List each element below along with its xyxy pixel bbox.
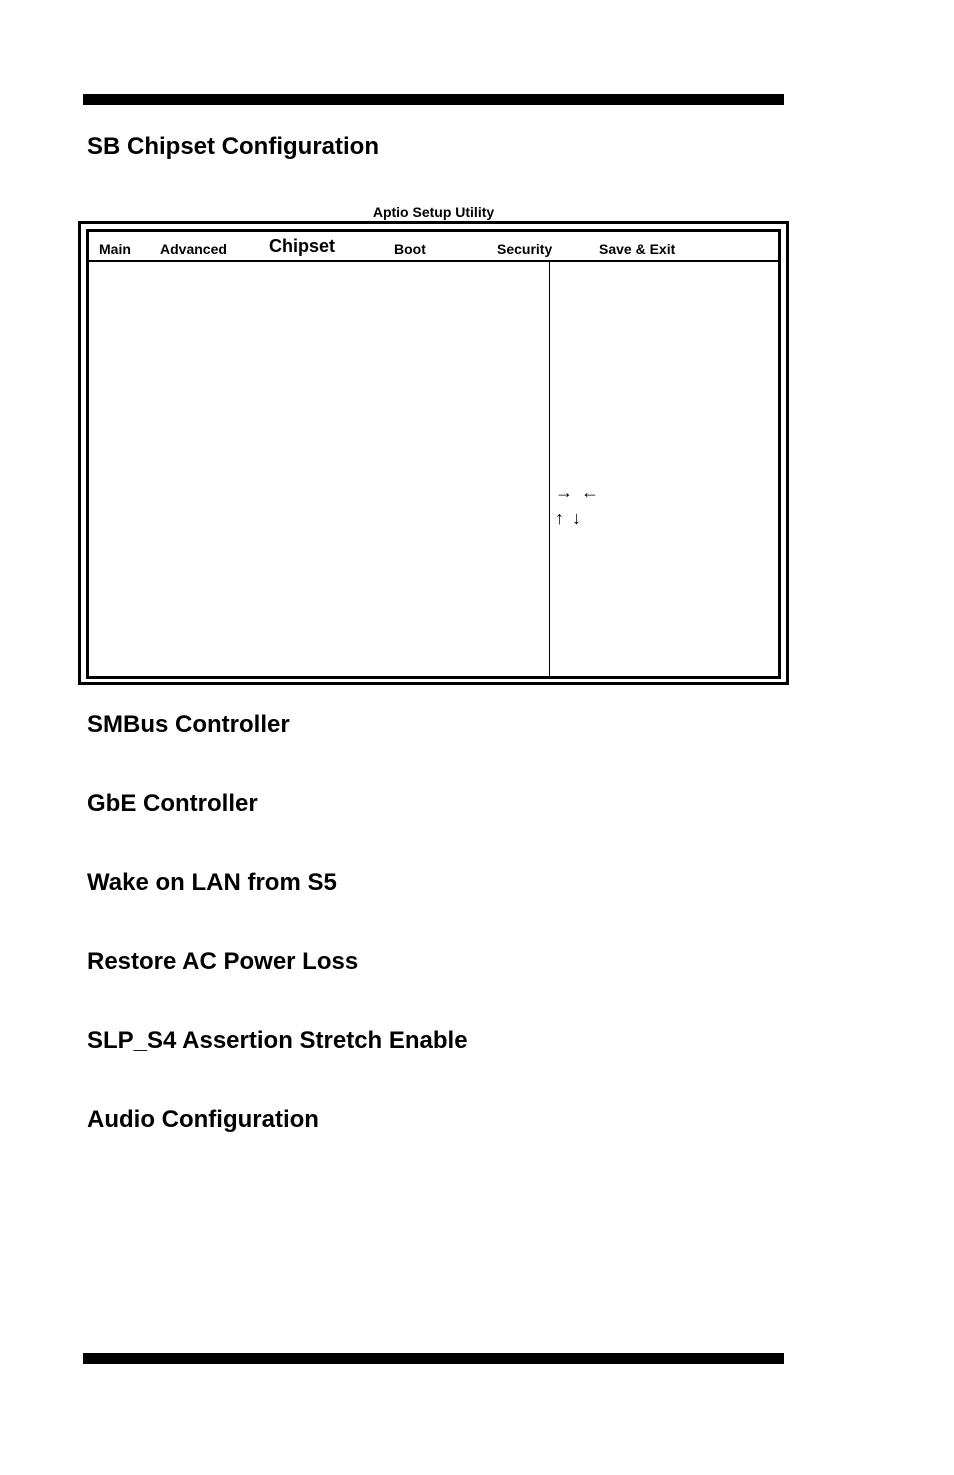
- bios-menubar: [89, 232, 778, 262]
- option-heading-slp-s4-stretch: SLP_S4 Assertion Stretch Enable: [87, 1027, 468, 1054]
- tab-save-exit[interactable]: Save & Exit: [599, 241, 676, 257]
- bios-caption: Aptio Setup Utility: [372, 204, 495, 220]
- bios-screen-frame: [78, 221, 789, 685]
- bios-screen: [86, 229, 781, 679]
- option-heading-audio-configuration: Audio Configuration: [87, 1106, 319, 1133]
- option-heading-restore-ac-power-loss: Restore AC Power Loss: [87, 948, 359, 975]
- tab-boot[interactable]: Boot: [394, 241, 426, 257]
- page-title: SB Chipset Configuration: [87, 133, 379, 160]
- down-arrow-icon: ↓: [572, 508, 581, 528]
- right-arrow-icon: →: [555, 482, 573, 502]
- option-heading-smbus-controller: SMBus Controller: [87, 711, 290, 738]
- tab-advanced[interactable]: Advanced: [160, 241, 227, 257]
- tab-chipset[interactable]: Chipset: [269, 236, 336, 256]
- bottom-rule: [83, 1353, 784, 1364]
- navigation-keys-legend: [555, 479, 599, 531]
- help-panel-divider: [549, 262, 550, 676]
- tab-main[interactable]: Main: [99, 241, 131, 257]
- up-arrow-icon: ↑: [555, 508, 564, 528]
- left-arrow-icon: ←: [581, 482, 599, 502]
- option-heading-gbe-controller: GbE Controller: [87, 790, 258, 817]
- option-heading-wake-on-lan: Wake on LAN from S5: [87, 869, 337, 896]
- top-rule: [83, 94, 784, 105]
- tab-security[interactable]: Security: [497, 241, 553, 257]
